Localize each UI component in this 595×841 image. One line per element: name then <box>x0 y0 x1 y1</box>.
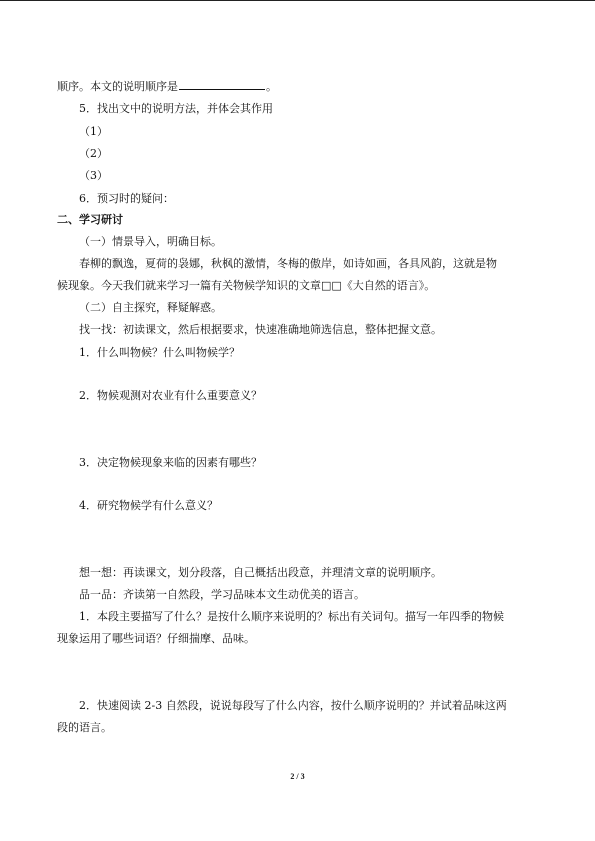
savor-question-2-line1: 2．快速阅读 2-3 自然段，说说每段写了什么内容，按什么顺序说明的？并试着品味这两 <box>79 699 507 712</box>
intro-paragraph-line2: 候现象。今天我们就来学习一篇有关物候学知识的文章□□《大自然的语言》。 <box>57 279 436 292</box>
subsection-1: （一）情景导入，明确目标。 <box>79 235 222 248</box>
find-instruction: 找一找：初读课文，然后根据要求，快速准确地筛选信息，整体把握文意。 <box>79 323 442 336</box>
intro-paragraph-line1: 春柳的飘逸，夏荷的袅娜，秋枫的激情，冬梅的傲岸，如诗如画，各具风韵，这就是物 <box>79 257 497 270</box>
item-1: （1） <box>79 125 108 138</box>
find-question-2: 2．物候观测对农业有什么重要意义？ <box>79 389 262 402</box>
subsection-2: （二）自主探究，释疑解惑。 <box>79 301 222 314</box>
find-question-3: 3．决定物候现象来临的因素有哪些？ <box>79 456 262 469</box>
question-6: 6．预习时的疑问： <box>79 192 174 205</box>
savor-question-2-line2: 段的语言。 <box>57 721 112 734</box>
header-rule <box>0 0 595 1</box>
find-question-4: 4．研究物候学有什么意义？ <box>79 499 218 512</box>
item-2: （2） <box>79 147 108 160</box>
find-question-1: 1．什么叫物候？什么叫物候学？ <box>79 346 240 359</box>
answer-blank[interactable] <box>179 79 265 90</box>
order-text: 顺序。本文的说明顺序是 <box>57 80 178 93</box>
section-heading: 二、学习研讨 <box>57 213 123 226</box>
order-line <box>57 79 277 94</box>
savor-question-1-line2: 现象运用了哪些词语？仔细揣摩、品味。 <box>57 632 255 645</box>
savor-question-1-line1: 1．本段主要描写了什么？是按什么顺序来说明的？标出有关词句。描写一年四季的物候 <box>79 610 504 623</box>
savor-instruction: 品一品：齐读第一自然段，学习品味本文生动优美的语言。 <box>79 588 365 601</box>
item-3: （3） <box>79 169 108 182</box>
think-instruction: 想一想：再读课文，划分段落，自己概括出段意，并理清文章的说明顺序。 <box>79 566 442 579</box>
page-number: 2 / 3 <box>290 772 305 781</box>
question-5: 5．找出文中的说明方法，并体会其作用 <box>79 102 273 115</box>
order-end: 。 <box>266 80 277 93</box>
